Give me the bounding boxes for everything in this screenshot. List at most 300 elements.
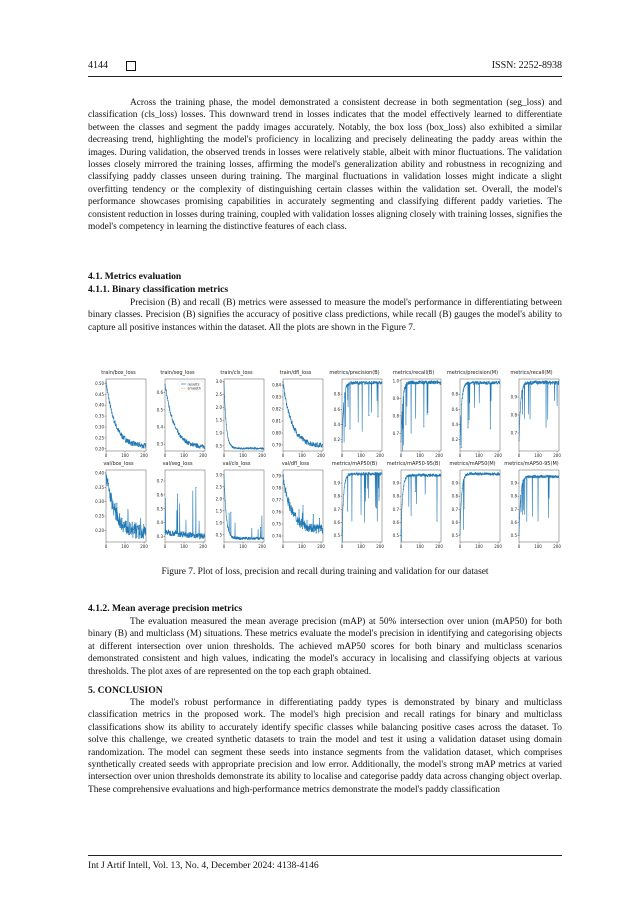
paragraph-training-losses: Across the training phase, the model demonstrated a consistent decrease in both segmentation (seg_loss) and classification (cls_loss) losses. This downward trend in losses indicates that the model effectively learned to differentiate between the classes and segment the paddy images accurately. Notably, the box loss (box_loss) also exhibited a similar decreasing trend, highlighting the model's proficiency in localizing and precisely delineating the paddy areas within the images. During validation, the observed trends in losses were relatively stable, albeit with minor fluctuations. The validation losses closely mirrored the training losses, affirming the model's generalization ability and robustness in recognizing and classifying paddy classes unseen during training. The marginal fluctuations in validation losses might indicate a slight overfitting tendency or the complexity of distinguishing certain classes within the validation set. Overall, the model's performance showcases promising capabilities in accurately segmenting and classifying different paddy varieties. The consistent reduction in losses during training, coupled with validation losses aligning closely with training losses, signifies the model's competency in learning the distinctive features of each class. <box>88 98 562 233</box>
data-point <box>431 383 432 384</box>
data-point <box>519 423 520 424</box>
data-point <box>375 472 376 473</box>
plot-frame <box>401 470 441 542</box>
issn: ISSN: 2252-8938 <box>491 60 562 71</box>
legend-label: smooth <box>187 386 201 391</box>
data-point <box>263 538 264 539</box>
data-point <box>460 424 461 425</box>
data-point <box>413 476 414 477</box>
data-point <box>429 381 430 382</box>
data-point <box>415 491 416 492</box>
results-series-line <box>106 474 146 539</box>
y-tick-label: 0.7 <box>392 506 399 512</box>
data-point <box>287 406 288 407</box>
data-point <box>283 482 284 483</box>
data-point <box>131 445 132 446</box>
data-point <box>284 484 285 485</box>
data-point <box>357 381 358 382</box>
x-tick-label: 200 <box>435 453 443 458</box>
data-point <box>557 384 558 385</box>
data-point <box>195 487 196 488</box>
data-point <box>226 520 227 521</box>
data-point <box>119 430 120 431</box>
data-point <box>412 475 413 476</box>
data-point <box>459 534 460 535</box>
x-tick-label: 200 <box>140 544 148 549</box>
data-point <box>201 535 202 536</box>
data-point <box>228 529 229 530</box>
x-tick-label: 100 <box>534 544 542 549</box>
data-point <box>536 476 537 477</box>
data-point <box>191 443 192 444</box>
data-point <box>422 475 423 476</box>
data-point <box>555 475 556 476</box>
data-point <box>231 445 232 446</box>
data-point <box>541 477 542 478</box>
data-point <box>136 536 137 537</box>
data-point <box>553 382 554 383</box>
data-point <box>321 528 322 529</box>
x-tick-label: 0 <box>222 453 226 458</box>
data-point <box>118 521 119 522</box>
y-tick-label: 0.6 <box>156 492 163 498</box>
data-point <box>191 445 192 446</box>
plot-panel <box>266 370 325 461</box>
data-point <box>292 421 293 422</box>
data-point <box>121 529 122 530</box>
x-tick-label: 0 <box>163 544 167 549</box>
data-point <box>434 381 435 382</box>
data-point <box>192 442 193 443</box>
data-point <box>106 483 107 484</box>
data-point <box>295 513 296 514</box>
plot-panel <box>325 461 384 552</box>
data-point <box>440 384 441 385</box>
section-heading-metrics: 4.1. Metrics evaluation <box>88 271 182 282</box>
y-tick-label: 2.5 <box>215 391 222 397</box>
data-point <box>310 443 311 444</box>
results-series-line <box>519 381 559 441</box>
data-point <box>490 428 491 429</box>
data-point <box>316 443 317 444</box>
data-point <box>199 448 200 449</box>
data-point <box>376 507 377 508</box>
data-point <box>199 538 200 539</box>
data-point <box>380 474 381 475</box>
data-point <box>225 500 226 501</box>
x-tick-label: 200 <box>553 453 561 458</box>
data-point <box>294 432 295 433</box>
data-point <box>524 384 525 385</box>
data-point <box>371 383 372 384</box>
results-series-line <box>460 381 500 447</box>
data-point <box>428 383 429 384</box>
data-point <box>305 530 306 531</box>
plot-svg <box>148 468 207 552</box>
data-point <box>139 525 140 526</box>
data-point <box>238 537 239 538</box>
data-point <box>293 512 294 513</box>
x-tick-label: 0 <box>458 544 462 549</box>
x-tick-label: 0 <box>281 544 285 549</box>
plot-panel <box>89 370 148 461</box>
data-point <box>534 475 535 476</box>
data-point <box>315 526 316 527</box>
data-point <box>130 443 131 444</box>
data-point <box>183 531 184 532</box>
x-tick-label: 200 <box>435 544 443 549</box>
y-tick-label: 0.5 <box>215 443 222 449</box>
data-point <box>135 538 136 539</box>
y-tick-label: 0.9 <box>392 480 399 486</box>
data-point <box>107 389 108 390</box>
data-point <box>306 520 307 521</box>
data-point <box>229 532 230 533</box>
subsection-heading-binary: 4.1.1. Binary classification metrics <box>88 284 229 295</box>
data-point <box>299 518 300 519</box>
data-point <box>242 538 243 539</box>
data-point <box>223 474 224 475</box>
x-tick-label: 0 <box>281 453 285 458</box>
data-point <box>381 383 382 384</box>
data-point <box>466 475 467 476</box>
data-point <box>134 532 135 533</box>
data-point <box>426 475 427 476</box>
data-point <box>117 520 118 521</box>
data-point <box>371 473 372 474</box>
data-point <box>290 416 291 417</box>
data-point <box>106 386 107 387</box>
data-point <box>196 443 197 444</box>
data-point <box>377 384 378 385</box>
y-tick-label: 0.8 <box>392 413 399 419</box>
x-tick-label: 200 <box>199 544 207 549</box>
plot-title: metrics/recall(M) <box>510 370 553 376</box>
data-point <box>343 494 344 495</box>
data-point <box>131 531 132 532</box>
data-point <box>183 532 184 533</box>
y-tick-label: 0.30 <box>95 499 104 505</box>
data-point <box>314 446 315 447</box>
data-point <box>352 384 353 385</box>
data-point <box>548 381 549 382</box>
data-point <box>524 513 525 514</box>
data-point <box>243 447 244 448</box>
x-tick-label: 100 <box>475 544 483 549</box>
data-point <box>309 445 310 446</box>
data-point <box>345 426 346 427</box>
data-point <box>129 534 130 535</box>
y-tick-label: 1.5 <box>215 508 222 514</box>
data-point <box>347 385 348 386</box>
data-point <box>411 475 412 476</box>
data-point <box>111 501 112 502</box>
data-point <box>345 387 346 388</box>
data-point <box>253 538 254 539</box>
plot-svg <box>502 468 561 552</box>
data-point <box>376 382 377 383</box>
data-point <box>120 527 121 528</box>
data-point <box>342 424 343 425</box>
y-tick-label: 0.5 <box>333 532 340 538</box>
data-point <box>436 476 437 477</box>
data-point <box>549 382 550 383</box>
data-point <box>554 381 555 382</box>
square-icon <box>126 61 136 71</box>
data-point <box>554 400 555 401</box>
data-point <box>230 534 231 535</box>
data-point <box>126 438 127 439</box>
data-point <box>429 476 430 477</box>
data-point <box>292 425 293 426</box>
data-point <box>118 428 119 429</box>
data-point <box>239 539 240 540</box>
data-point <box>226 516 227 517</box>
data-point <box>301 519 302 520</box>
x-tick-label: 100 <box>357 453 365 458</box>
data-point <box>226 430 227 431</box>
data-point <box>403 390 404 391</box>
y-tick-label: 0.7 <box>510 430 517 436</box>
data-point <box>166 389 167 390</box>
data-point <box>499 381 500 382</box>
y-tick-label: 0.8 <box>392 493 399 499</box>
plot-svg <box>443 468 502 552</box>
x-tick-label: 0 <box>104 453 108 458</box>
data-point <box>436 520 437 521</box>
data-point <box>144 533 145 534</box>
data-point <box>111 493 112 494</box>
data-point <box>125 442 126 443</box>
data-point <box>421 382 422 383</box>
y-tick-label: 0.5 <box>215 532 222 538</box>
data-point <box>462 488 463 489</box>
plot-title: metrics/mAP50-95(B) <box>386 461 441 467</box>
data-point <box>377 416 378 417</box>
data-point <box>319 518 320 519</box>
data-point <box>181 437 182 438</box>
data-point <box>437 380 438 381</box>
data-point <box>556 381 557 382</box>
data-point <box>550 475 551 476</box>
data-point <box>108 398 109 399</box>
results-series-line <box>106 380 146 448</box>
x-tick-label: 100 <box>239 544 247 549</box>
data-point <box>314 524 315 525</box>
data-point <box>479 383 480 384</box>
x-tick-label: 0 <box>104 544 108 549</box>
data-point <box>113 508 114 509</box>
data-point <box>405 386 406 387</box>
y-tick-label: 1.0 <box>215 430 222 436</box>
data-point <box>167 398 168 399</box>
data-point <box>364 474 365 475</box>
data-point <box>424 475 425 476</box>
data-point <box>422 380 423 381</box>
plot-panel <box>207 370 266 461</box>
data-point <box>420 474 421 475</box>
y-tick-label: 0.79 <box>272 473 281 479</box>
data-point <box>227 527 228 528</box>
data-point <box>170 412 171 413</box>
data-point <box>471 473 472 474</box>
plot-panel <box>266 461 325 552</box>
data-point <box>117 431 118 432</box>
data-point <box>546 381 547 382</box>
data-point <box>364 384 365 385</box>
data-point <box>248 537 249 538</box>
data-point <box>138 446 139 447</box>
plot-title: train/box_loss <box>101 370 136 376</box>
data-point <box>520 506 521 507</box>
y-tick-label: 0.35 <box>95 413 104 419</box>
data-point <box>309 524 310 525</box>
y-tick-label: 3.0 <box>215 379 222 385</box>
data-point <box>435 475 436 476</box>
y-tick-label: 0.6 <box>451 406 458 412</box>
data-point <box>116 508 117 509</box>
results-series-markers <box>105 383 146 448</box>
data-point <box>137 525 138 526</box>
plot-svg <box>207 468 266 552</box>
results-series-markers <box>223 381 264 449</box>
plot-panel <box>502 461 561 552</box>
footer-rule <box>88 855 562 856</box>
data-point <box>403 489 404 490</box>
data-point <box>423 473 424 474</box>
y-tick-label: 0.5 <box>156 407 163 413</box>
data-point <box>119 525 120 526</box>
data-point <box>203 537 204 538</box>
data-point <box>477 473 478 474</box>
plot-panel <box>325 370 384 461</box>
plot-title: metrics/recall(B) <box>392 370 435 376</box>
data-point <box>432 381 433 382</box>
data-point <box>533 475 534 476</box>
data-point <box>343 504 344 505</box>
data-point <box>107 485 108 486</box>
data-point <box>468 382 469 383</box>
data-point <box>306 528 307 529</box>
data-point <box>225 418 226 419</box>
data-point <box>307 440 308 441</box>
y-tick-label: 0.30 <box>95 424 104 430</box>
data-point <box>315 443 316 444</box>
data-point <box>116 428 117 429</box>
data-point <box>227 433 228 434</box>
data-point <box>351 473 352 474</box>
data-point <box>239 537 240 538</box>
data-point <box>199 533 200 534</box>
x-tick-label: 200 <box>494 544 502 549</box>
data-point <box>185 532 186 533</box>
y-tick-label: 0.74 <box>272 533 281 539</box>
data-point <box>143 447 144 448</box>
data-point <box>420 381 421 382</box>
data-point <box>469 419 470 420</box>
data-point <box>557 477 558 478</box>
results-series-line <box>401 381 441 451</box>
data-point <box>369 473 370 474</box>
results-series-line <box>519 475 559 535</box>
data-point <box>300 438 301 439</box>
data-point <box>343 404 344 405</box>
data-point <box>360 383 361 384</box>
data-point <box>119 513 120 514</box>
data-point <box>466 383 467 384</box>
data-point <box>440 476 441 477</box>
data-point <box>133 526 134 527</box>
data-point <box>135 530 136 531</box>
data-point <box>117 429 118 430</box>
data-point <box>368 415 369 416</box>
data-point <box>289 506 290 507</box>
data-point <box>246 537 247 538</box>
y-tick-label: 0.2 <box>451 437 458 443</box>
y-tick-label: 0.3 <box>156 533 163 539</box>
data-point <box>430 383 431 384</box>
data-point <box>137 444 138 445</box>
data-point <box>344 396 345 397</box>
data-point <box>349 475 350 476</box>
data-point <box>197 534 198 535</box>
y-tick-label: 0.6 <box>451 519 458 525</box>
y-tick-label: 0.8 <box>451 391 458 397</box>
data-point <box>119 431 120 432</box>
results-series-line <box>342 381 382 442</box>
data-point <box>171 415 172 416</box>
data-point <box>290 419 291 420</box>
data-point <box>351 474 352 475</box>
data-point <box>240 448 241 449</box>
data-point <box>525 381 526 382</box>
data-point <box>489 381 490 382</box>
data-point <box>540 477 541 478</box>
data-point <box>524 479 525 480</box>
x-tick-label: 0 <box>517 453 521 458</box>
data-point <box>261 448 262 449</box>
y-tick-label: 0.81 <box>272 418 281 424</box>
data-point <box>400 441 401 442</box>
data-point <box>518 535 519 536</box>
data-point <box>226 424 227 425</box>
data-point <box>365 381 366 382</box>
data-point <box>188 537 189 538</box>
data-point <box>344 393 345 394</box>
data-point <box>125 527 126 528</box>
plot-title: val/dfl_loss <box>281 461 310 467</box>
data-point <box>542 475 543 476</box>
data-point <box>423 381 424 382</box>
data-point <box>371 381 372 382</box>
data-point <box>347 510 348 511</box>
y-tick-label: 3.0 <box>215 472 222 478</box>
y-tick-label: 0.6 <box>392 519 399 525</box>
data-point <box>182 536 183 537</box>
x-tick-label: 100 <box>239 453 247 458</box>
data-point <box>285 399 286 400</box>
x-tick-label: 100 <box>416 544 424 549</box>
data-point <box>298 509 299 510</box>
data-point <box>305 525 306 526</box>
x-tick-label: 200 <box>258 453 266 458</box>
data-point <box>296 520 297 521</box>
data-point <box>201 446 202 447</box>
y-tick-label: 0.45 <box>95 391 104 397</box>
data-point <box>419 474 420 475</box>
data-point <box>318 446 319 447</box>
data-point <box>179 433 180 434</box>
